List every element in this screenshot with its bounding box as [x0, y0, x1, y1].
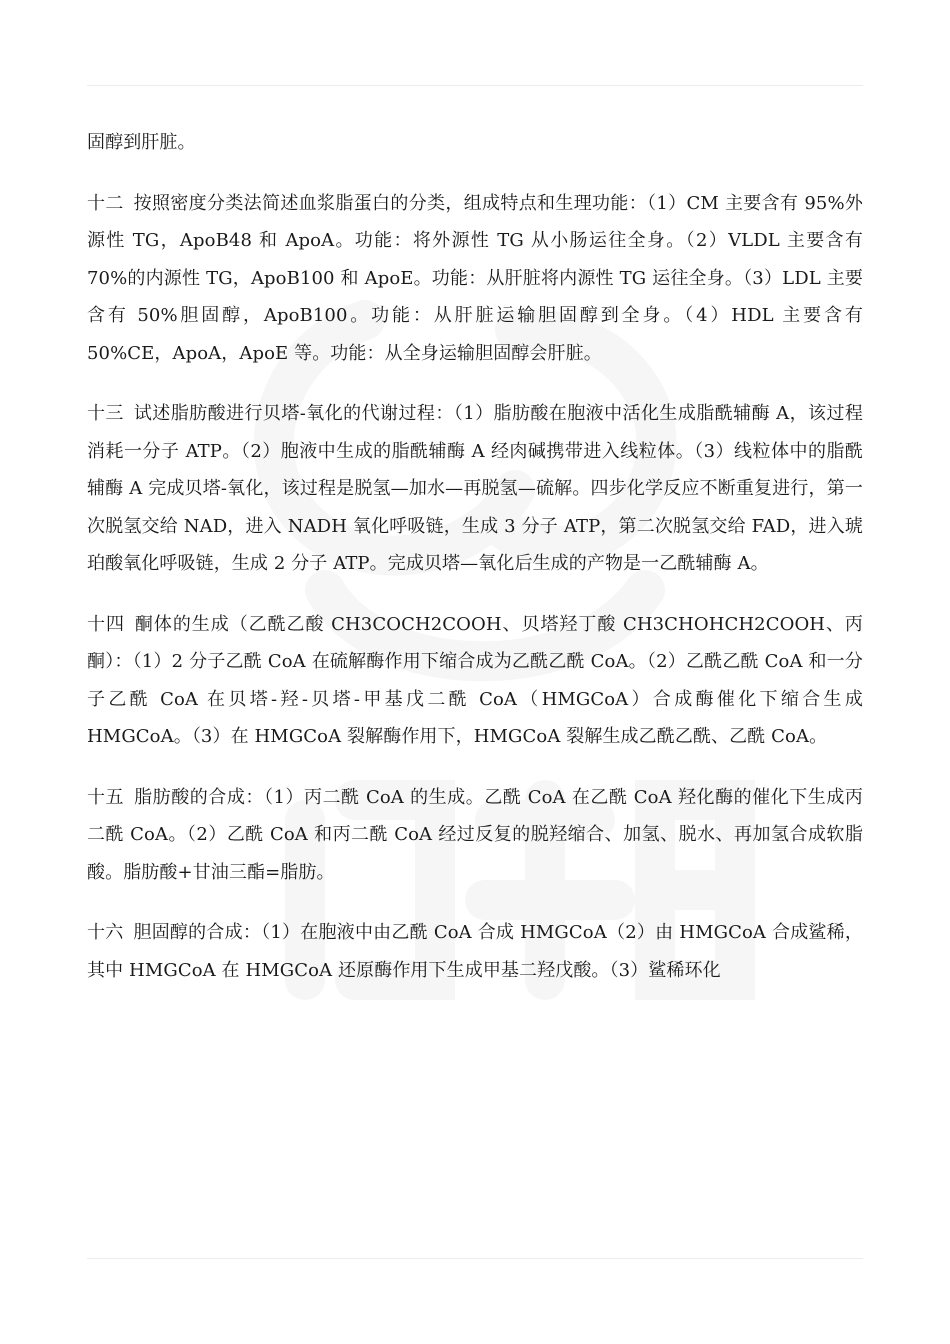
- paragraph-number: 十六: [87, 922, 124, 943]
- document-body: [87, 124, 863, 1012]
- paragraph-text: 固醇到肝脏。: [87, 132, 196, 153]
- paragraph-text: 胆固醇的合成：（1）在胞液中由乙酰 CoA 合成 HMGCoA（2）由 HMGCoA 合成鲨稀，其中 HMGCoA 在 HMGCoA 还原酶作用下生成甲基二羟戊酸。（3）鲨稀环化: [87, 922, 863, 981]
- paragraph-number: 十二: [87, 192, 124, 214]
- paragraph-16: [87, 914, 863, 989]
- paragraph-14: [87, 606, 863, 756]
- paragraph-13: [87, 395, 863, 583]
- header-rule: [87, 85, 863, 86]
- paragraph-12: [87, 185, 863, 373]
- paragraph-text: 试述脂肪酸进行贝塔-氧化的代谢过程：（1）脂肪酸在胞液中活化生成脂酰辅酶 A，该过程消耗一分子 ATP。（2）胞液中生成的脂酰辅酶 A 经肉碱携带进入线粒体。（3）线粒体中的脂酰辅酶 A 完成贝塔-氧化，该过程是脱氢—加水—再脱氢—硫解。四步化学反应不断重复进行，第一次脱氢交给 NAD，进入 NADH 氧化呼吸链，生成 3 分子 ATP，第二次脱氢交给 FAD，进入琥珀酸氧化呼吸链，生成 2 分子 ATP。完成贝塔—氧化后生成的产物是一乙酰辅酶 A。: [87, 403, 864, 574]
- paragraph: [87, 124, 863, 162]
- paragraph-text: 脂肪酸的合成：（1）丙二酰 CoA 的生成。乙酰 CoA 在乙酰 CoA 羟化酶的催化下生成丙二酰 CoA。（2）乙酰 CoA 和丙二酰 CoA 经过反复的脱羟缩合、加氢、脱水、再加氢合成软脂酸。脂肪酸+甘油三酯=脂肪。: [87, 786, 864, 883]
- footer-rule: [87, 1258, 863, 1259]
- paragraph-number: 十四: [87, 613, 125, 635]
- paragraph-text: 按照密度分类法简述血浆脂蛋白的分类，组成特点和生理功能：（1）CM 主要含有 95%外源性 TG，ApoB48 和 ApoA。功能：将外源性 TG 从小肠运往全身。（2）VLDL 主要含有 70%的内源性 TG，ApoB100 和 ApoE。功能：从肝脏将内源性 TG 运往全身。（3）LDL 主要含有 50%胆固醇，ApoB100。功能：从肝脏运输胆固醇到全身。（4）HDL 主要含有 50%CE，ApoA，ApoE 等。功能：从全身运输胆固醇会肝脏。: [87, 192, 863, 364]
- paragraph-text: 酮体的生成（乙酰乙酸 CH3COCH2COOH、贝塔羟丁酸 CH3CHOHCH2COOH、丙酮）：（1）2 分子乙酰 CoA 在硫解酶作用下缩合成为乙酰乙酰 CoA。（2）乙酰乙酰 CoA 和一分子乙酰 CoA 在贝塔-羟-贝塔-甲基戊二酰 CoA（HMGCoA）合成酶催化下缩合生成 HMGCoA。（3）在 HMGCoA 裂解酶作用下，HMGCoA 裂解生成乙酰乙酰、乙酰 CoA。: [87, 613, 864, 747]
- paragraph-number: 十五: [87, 786, 125, 808]
- paragraph-15: [87, 779, 863, 892]
- paragraph-number: 十三: [87, 403, 124, 424]
